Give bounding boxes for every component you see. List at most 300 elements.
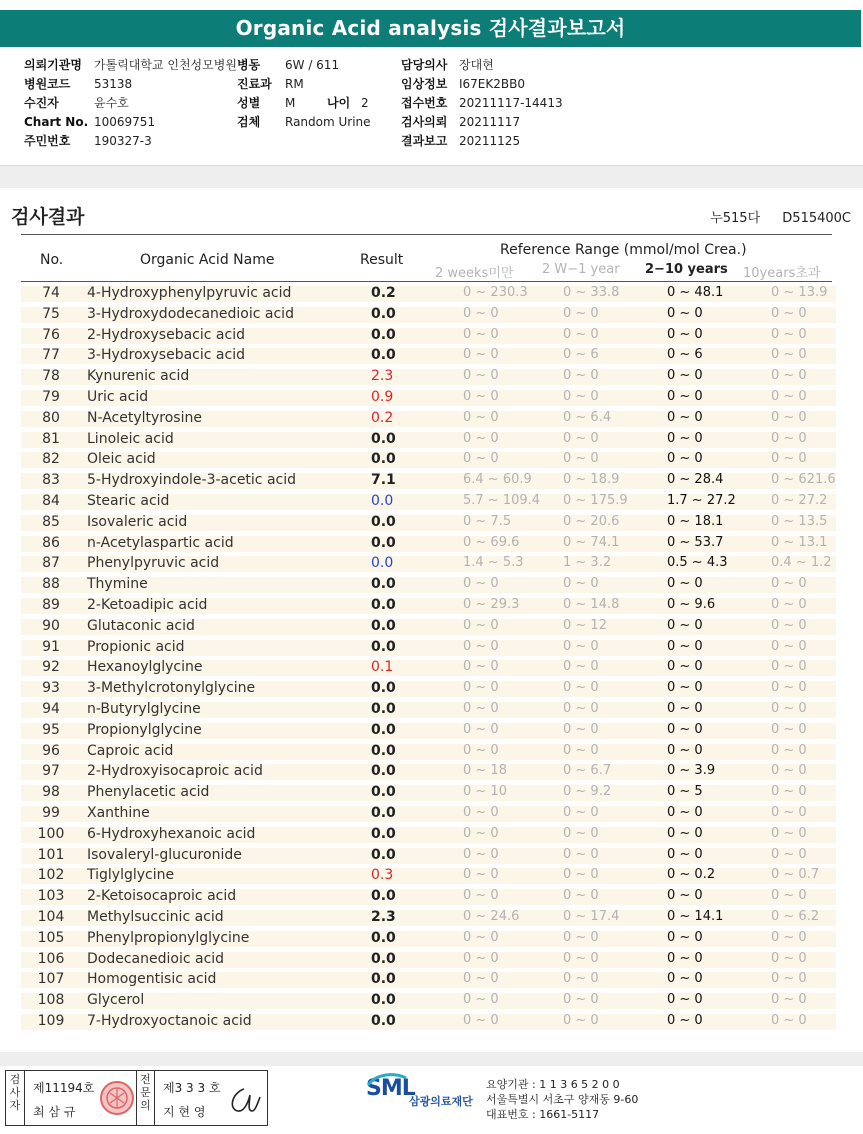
cell-range-2: 0 ~ 0 [563,1012,599,1028]
cell-result: 0.0 [371,492,394,509]
cell-range-3: 0 ~ 0 [667,846,703,862]
header-range-4: 10years초과 [743,266,821,281]
cell-result: 0.0 [371,721,396,738]
cell-no: 93 [42,680,60,697]
cell-result: 0.0 [371,430,396,447]
cell-range-3: 0 ~ 0.2 [667,867,716,883]
cell-result: 2.3 [371,368,394,385]
report-header [0,0,863,166]
cell-range-3: 0 ~ 0 [667,680,703,696]
table-row [21,449,836,470]
cell-range-2: 0 ~ 0 [563,804,599,820]
cell-range-2: 0 ~ 175.9 [563,492,628,508]
cell-name: Isovaleryl-glucuronide [87,846,242,863]
institution-info [486,1077,638,1122]
cell-range-4: 0 ~ 0 [771,451,807,467]
cell-range-4: 0 ~ 0 [771,347,807,363]
header-reference: Reference Range (mmol/mol Crea.) [500,242,747,258]
table-row [21,845,836,866]
cell-name: Propionylglycine [87,721,202,738]
cell-range-1: 0 ~ 0 [463,1012,499,1028]
cell-range-3: 0 ~ 0 [667,950,703,966]
cell-range-3: 0 ~ 0 [667,971,703,987]
cell-range-1: 0 ~ 24.6 [463,908,520,924]
cell-no: 102 [37,867,65,884]
cell-range-4: 0 ~ 0 [771,305,807,321]
info-label: 임상정보 [401,77,448,91]
cell-name: Dodecanedioic acid [87,950,225,967]
cell-no: 101 [37,846,65,863]
header-result: Result [360,252,404,268]
table-row [21,949,836,970]
info-value: 윤수호 [94,96,129,110]
cell-range-3: 0 ~ 0 [667,888,703,904]
table-row [21,491,836,512]
cell-range-1: 0 ~ 0 [463,326,499,342]
cell-name: Kynurenic acid [87,368,190,385]
signer2-name: 지 현 영 [163,1105,206,1119]
cell-name: N-Acetyltyrosine [87,409,202,426]
info-value: M [285,96,296,110]
cell-range-3: 0 ~ 18.1 [667,513,724,529]
age-label: 나이 [327,96,351,110]
cell-name: Uric acid [87,388,149,405]
cell-result: 0.9 [371,388,394,405]
table-row [21,387,836,408]
table-row [21,345,836,366]
cell-range-1: 0 ~ 0 [463,347,499,363]
cell-range-2: 0 ~ 18.9 [563,472,620,488]
cell-range-4: 0 ~ 0 [771,638,807,654]
table-row [21,574,836,595]
cell-range-1: 1.4 ~ 5.3 [463,555,524,571]
cell-range-3: 0 ~ 0 [667,992,703,1008]
cell-range-4: 0 ~ 0 [771,804,807,820]
cell-name: Thymine [87,576,148,593]
cell-range-1: 0 ~ 0 [463,368,499,384]
table-row [21,928,836,949]
cell-no: 82 [42,451,60,468]
signer2-role: 전문의 [136,1071,155,1125]
info-label: 검체 [237,115,261,129]
table-row [21,824,836,845]
cell-result: 0.0 [371,992,396,1009]
cell-no: 83 [42,472,60,489]
cell-no: 81 [42,430,60,447]
report-footer [0,1066,863,1134]
cell-name: Oleic acid [87,451,156,468]
info-column-3 [401,56,563,151]
header-name: Organic Acid Name [140,252,275,268]
logo-swoosh-icon [366,1072,408,1088]
cell-name: Linoleic acid [87,430,174,447]
info-column-2 [237,56,371,132]
cell-range-4: 0 ~ 0 [771,368,807,384]
cell-range-2: 0 ~ 0 [563,659,599,675]
cell-range-4: 0 ~ 0 [771,971,807,987]
cell-no: 77 [42,347,60,364]
info-label: 접수번호 [401,96,448,110]
cell-name: n-Butyrylglycine [87,700,201,717]
cell-range-1: 0 ~ 0 [463,846,499,862]
cell-result: 0.0 [371,929,396,946]
cell-range-4: 0 ~ 0 [771,680,807,696]
cell-name: Tiglylglycine [87,867,175,884]
cell-range-4: 0 ~ 0 [771,784,807,800]
cell-range-1: 0 ~ 0 [463,576,499,592]
cell-range-3: 0 ~ 0 [667,409,703,425]
cell-range-1: 0 ~ 0 [463,638,499,654]
cell-result: 7.1 [371,472,396,489]
info-value: 20211117 [459,115,521,129]
report-title: Organic Acid analysis 검사결과보고서 [0,10,861,47]
table-row [21,533,836,554]
cell-result: 0.3 [371,867,394,884]
info-value: 10069751 [94,115,156,129]
cell-range-4: 0 ~ 0 [771,721,807,737]
cell-result: 2.3 [371,908,396,925]
cell-result: 0.0 [371,846,396,863]
cell-name: Phenylpropionylglycine [87,929,250,946]
cell-result: 0.0 [371,700,396,717]
cell-result: 0.0 [371,1012,396,1029]
table-row [21,782,836,803]
cell-no: 99 [42,804,60,821]
cell-name: 2-Hydroxysebacic acid [87,326,245,343]
cell-range-4: 0 ~ 13.1 [771,534,828,550]
cell-range-3: 0 ~ 0 [667,929,703,945]
cell-no: 90 [42,617,60,634]
table-row [21,657,836,678]
cell-range-3: 0 ~ 0 [667,576,703,592]
cell-range-1: 0 ~ 10 [463,784,507,800]
cell-name: 2-Ketoadipic acid [87,596,208,613]
table-row [21,637,836,658]
cell-name: Glycerol [87,992,145,1009]
info-label: Chart No. [24,115,89,129]
cell-range-2: 0 ~ 0 [563,825,599,841]
header-range-1: 2 weeks미만 [435,266,514,281]
cell-result: 0.0 [371,971,396,988]
info-value: 20211117-14413 [459,96,563,110]
cell-range-4: 0 ~ 0 [771,846,807,862]
cell-result: 0.0 [371,804,396,821]
table-row [21,720,836,741]
cell-name: Stearic acid [87,492,170,509]
cell-range-4: 0 ~ 0 [771,430,807,446]
cell-name: Glutaconic acid [87,617,195,634]
cell-range-2: 0 ~ 0 [563,700,599,716]
cell-name: Hexanoylglycine [87,659,203,676]
cell-no: 104 [37,908,65,925]
cell-result: 0.0 [371,888,396,905]
cell-name: 3-Hydroxysebacic acid [87,347,245,364]
cell-range-4: 0 ~ 0 [771,388,807,404]
cell-no: 100 [37,825,65,842]
institution-phone: 대표번호 : 1661-5117 [486,1108,600,1121]
table-row [21,803,836,824]
cell-range-2: 0 ~ 0 [563,326,599,342]
table-row [21,678,836,699]
cell-range-4: 0 ~ 0 [771,1012,807,1028]
cell-range-2: 0 ~ 0 [563,929,599,945]
cell-no: 75 [42,305,60,322]
cell-no: 109 [37,1012,65,1029]
cell-no: 79 [42,388,60,405]
test-codes [692,207,851,226]
cell-range-2: 0 ~ 0 [563,388,599,404]
info-value: RM [285,77,304,91]
info-value: 가톨릭대학교 인천성모병원 [94,58,237,72]
table-row [21,429,836,450]
cell-no: 105 [37,929,65,946]
cell-no: 106 [37,950,65,967]
cell-range-1: 6.4 ~ 60.9 [463,472,532,488]
cell-result: 0.0 [371,305,396,322]
cell-range-2: 0 ~ 14.8 [563,596,620,612]
cell-result: 0.2 [371,409,394,426]
cell-range-3: 0 ~ 0 [667,368,703,384]
cell-range-4: 0 ~ 0 [771,700,807,716]
table-row [21,886,836,907]
table-row [21,616,836,637]
cell-range-2: 0 ~ 0 [563,305,599,321]
cell-range-4: 0 ~ 0 [771,992,807,1008]
table-row [21,595,836,616]
cell-range-2: 0 ~ 33.8 [563,285,620,300]
cell-name: Phenylpyruvic acid [87,555,220,572]
signer1-name: 최 삼 규 [33,1105,76,1119]
table-row [21,969,836,990]
cell-range-2: 0 ~ 6 [563,347,599,363]
cell-range-1: 0 ~ 69.6 [463,534,520,550]
cell-result: 0.0 [371,451,396,468]
cell-range-2: 0 ~ 17.4 [563,908,620,924]
cell-name: 2-Hydroxyisocaproic acid [87,763,263,780]
cell-range-4: 0 ~ 13.9 [771,285,828,300]
cell-name: 3-Methylcrotonylglycine [87,680,256,697]
cell-range-3: 0 ~ 0 [667,700,703,716]
cell-range-4: 0 ~ 621.6 [771,472,836,488]
cell-name: 3-Hydroxydodecanedioic acid [87,305,294,322]
cell-range-4: 0 ~ 0 [771,763,807,779]
cell-range-1: 0 ~ 0 [463,617,499,633]
cell-range-1: 0 ~ 0 [463,950,499,966]
info-label: 의뢰기관명 [24,58,82,72]
cell-range-4: 0 ~ 6.2 [771,908,820,924]
cell-range-2: 0 ~ 0 [563,680,599,696]
cell-range-2: 0 ~ 0 [563,950,599,966]
cell-range-2: 0 ~ 0 [563,451,599,467]
table-row [21,699,836,720]
cell-range-2: 0 ~ 6.4 [563,409,612,425]
cell-range-3: 0 ~ 0 [667,326,703,342]
cell-range-2: 0 ~ 0 [563,846,599,862]
cell-range-2: 0 ~ 0 [563,368,599,384]
results-table [21,283,836,1032]
cell-range-2: 0 ~ 0 [563,576,599,592]
header-range-2: 2 W−1 year [542,262,620,277]
cell-range-3: 0 ~ 0 [667,659,703,675]
cell-name: 6-Hydroxyhexanoic acid [87,825,256,842]
table-row [21,408,836,429]
cell-no: 98 [42,784,60,801]
cell-range-3: 1.7 ~ 27.2 [667,492,736,508]
info-value: Random Urine [285,115,371,129]
info-value: 190327-3 [94,134,152,148]
cell-no: 80 [42,409,60,426]
table-row [21,283,836,304]
cell-range-3: 0 ~ 28.4 [667,472,724,488]
cell-range-4: 0 ~ 0 [771,825,807,841]
cell-range-1: 0 ~ 0 [463,430,499,446]
table-header-rule [21,281,832,282]
cell-name: Xanthine [87,804,150,821]
cell-result: 0.0 [371,576,396,593]
logo-sml-text: SML [366,1076,415,1101]
info-label: 주민번호 [24,134,71,148]
cell-range-3: 0 ~ 0 [667,825,703,841]
table-row [21,512,836,533]
cell-result: 0.0 [371,638,396,655]
cell-range-1: 0 ~ 0 [463,700,499,716]
cell-range-1: 0 ~ 0 [463,971,499,987]
cell-range-1: 0 ~ 0 [463,680,499,696]
cell-range-3: 0 ~ 0 [667,721,703,737]
cell-range-3: 0 ~ 48.1 [667,285,724,300]
cell-range-2: 0 ~ 0 [563,867,599,883]
info-value: 53138 [94,77,133,91]
info-label: 수진자 [24,96,59,110]
signer1-license: 제11194호 [33,1081,95,1095]
institution-code: 요양기관 : 1 1 3 6 5 2 0 0 [486,1078,620,1091]
cell-range-4: 0.4 ~ 1.2 [771,555,832,571]
table-row [21,325,836,346]
table-row [21,553,836,574]
cell-result: 0.0 [371,825,396,842]
signature-icon [224,1083,264,1117]
test-code: D515400C [782,211,851,226]
cell-range-2: 0 ~ 0 [563,742,599,758]
cell-no: 74 [42,285,60,301]
cell-range-2: 0 ~ 20.6 [563,513,620,529]
sml-logo [366,1076,473,1108]
cell-range-2: 0 ~ 0 [563,971,599,987]
cell-result: 0.0 [371,555,394,572]
cell-name: 7-Hydroxyoctanoic acid [87,1012,252,1029]
cell-name: Methylsuccinic acid [87,908,224,925]
cell-range-3: 0 ~ 0 [667,617,703,633]
cell-no: 91 [42,638,60,655]
cell-no: 95 [42,721,60,738]
table-row [21,1011,836,1032]
cell-range-3: 0 ~ 14.1 [667,908,724,924]
cell-range-1: 0 ~ 230.3 [463,285,528,300]
cell-range-1: 0 ~ 0 [463,867,499,883]
header-range-3: 2−10 years [645,262,728,277]
cell-range-1: 0 ~ 0 [463,451,499,467]
cell-range-3: 0 ~ 53.7 [667,534,724,550]
info-label: 담당의사 [401,58,448,72]
cell-result: 0.0 [371,950,396,967]
cell-range-3: 0 ~ 0 [667,305,703,321]
cell-range-1: 0 ~ 0 [463,992,499,1008]
cell-range-3: 0 ~ 0 [667,742,703,758]
cell-range-1: 5.7 ~ 109.4 [463,492,541,508]
cell-range-4: 0 ~ 0 [771,409,807,425]
info-label: 성별 [237,96,261,110]
table-top-rule [21,234,832,235]
cell-result: 0.0 [371,784,396,801]
cell-result: 0.0 [371,617,396,634]
cell-name: Caproic acid [87,742,174,759]
cell-range-1: 0 ~ 0 [463,388,499,404]
table-row [21,761,836,782]
cell-result: 0.0 [371,326,396,343]
cell-range-2: 0 ~ 9.2 [563,784,612,800]
cell-range-4: 0 ~ 0.7 [771,867,820,883]
cell-range-3: 0 ~ 0 [667,388,703,404]
cell-range-3: 0 ~ 6 [667,347,703,363]
cell-range-3: 0.5 ~ 4.3 [667,555,728,571]
cell-range-3: 0 ~ 0 [667,804,703,820]
cell-name: 2-Ketoisocaproic acid [87,888,237,905]
cell-range-4: 0 ~ 0 [771,326,807,342]
table-row [21,304,836,325]
cell-name: Propionic acid [87,638,185,655]
cell-range-1: 0 ~ 0 [463,804,499,820]
cell-range-4: 0 ~ 13.5 [771,513,828,529]
age-value: 2 [361,96,369,110]
info-value: I67EK2BB0 [459,77,525,91]
cell-range-2: 0 ~ 12 [563,617,607,633]
cell-name: 4-Hydroxyphenylpyruvic acid [87,285,292,301]
cell-range-1: 0 ~ 0 [463,888,499,904]
seal-stamp-icon [98,1079,136,1117]
cell-no: 92 [42,659,60,676]
cell-result: 0.0 [371,763,396,780]
cell-no: 88 [42,576,60,593]
cell-range-1: 0 ~ 0 [463,721,499,737]
cell-range-4: 0 ~ 0 [771,742,807,758]
cell-result: 0.0 [371,596,396,613]
logo-korean-text: 삼광의료재단 [409,1095,473,1108]
signature-box [5,1070,268,1126]
table-row [21,865,836,886]
table-row [21,741,836,762]
cell-result: 0.0 [371,534,396,551]
cell-range-4: 0 ~ 0 [771,617,807,633]
info-label: 결과보고 [401,134,448,148]
info-label: 병원코드 [24,77,71,91]
cell-range-3: 0 ~ 3.9 [667,763,716,779]
cell-result: 0.1 [371,659,394,676]
cell-result: 0.0 [371,680,396,697]
cell-name: Isovaleric acid [87,513,188,530]
cell-no: 97 [42,763,60,780]
cell-no: 84 [42,492,60,509]
info-value: 6W / 611 [285,58,340,72]
cell-range-2: 0 ~ 6.7 [563,763,612,779]
cell-range-1: 0 ~ 29.3 [463,596,520,612]
cell-no: 89 [42,596,60,613]
cell-range-2: 0 ~ 0 [563,888,599,904]
cell-no: 85 [42,513,60,530]
cell-no: 96 [42,742,60,759]
table-row [21,366,836,387]
cell-range-1: 0 ~ 7.5 [463,513,512,529]
cell-no: 87 [42,555,60,572]
